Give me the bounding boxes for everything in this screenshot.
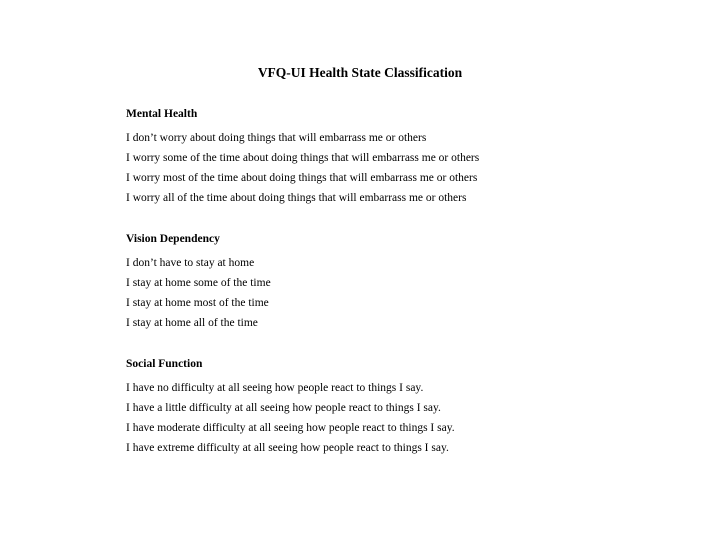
list-item: I worry most of the time about doing things that will embarrass me or others (126, 172, 478, 184)
section-social-function (126, 356, 455, 458)
section-heading: Social Function (126, 358, 203, 370)
section-heading: Vision Dependency (126, 233, 220, 245)
list-item: I worry some of the time about doing things that will embarrass me or others (126, 152, 480, 164)
section-vision-dependency (126, 231, 271, 333)
list-item: I don’t have to stay at home (126, 257, 255, 269)
list-item: I have no difficulty at all seeing how people react to things I say. (126, 382, 424, 394)
list-item: I don’t worry about doing things that will embarrass me or others (126, 132, 427, 144)
list-item: I have moderate difficulty at all seeing how people react to things I say. (126, 422, 455, 434)
section-heading: Mental Health (126, 108, 198, 120)
response-list (126, 378, 455, 458)
response-list (126, 128, 479, 208)
list-item: I have extreme difficulty at all seeing how people react to things I say. (126, 442, 449, 454)
response-list (126, 253, 271, 333)
list-item: I stay at home some of the time (126, 277, 271, 289)
list-item: I stay at home all of the time (126, 317, 258, 329)
list-item: I stay at home most of the time (126, 297, 269, 309)
list-item: I worry all of the time about doing things that will embarrass me or others (126, 192, 467, 204)
document-title: VFQ-UI Health State Classification (257, 65, 463, 80)
list-item: I have a little difficulty at all seeing how people react to things I say. (126, 402, 441, 414)
section-mental-health (126, 106, 479, 208)
